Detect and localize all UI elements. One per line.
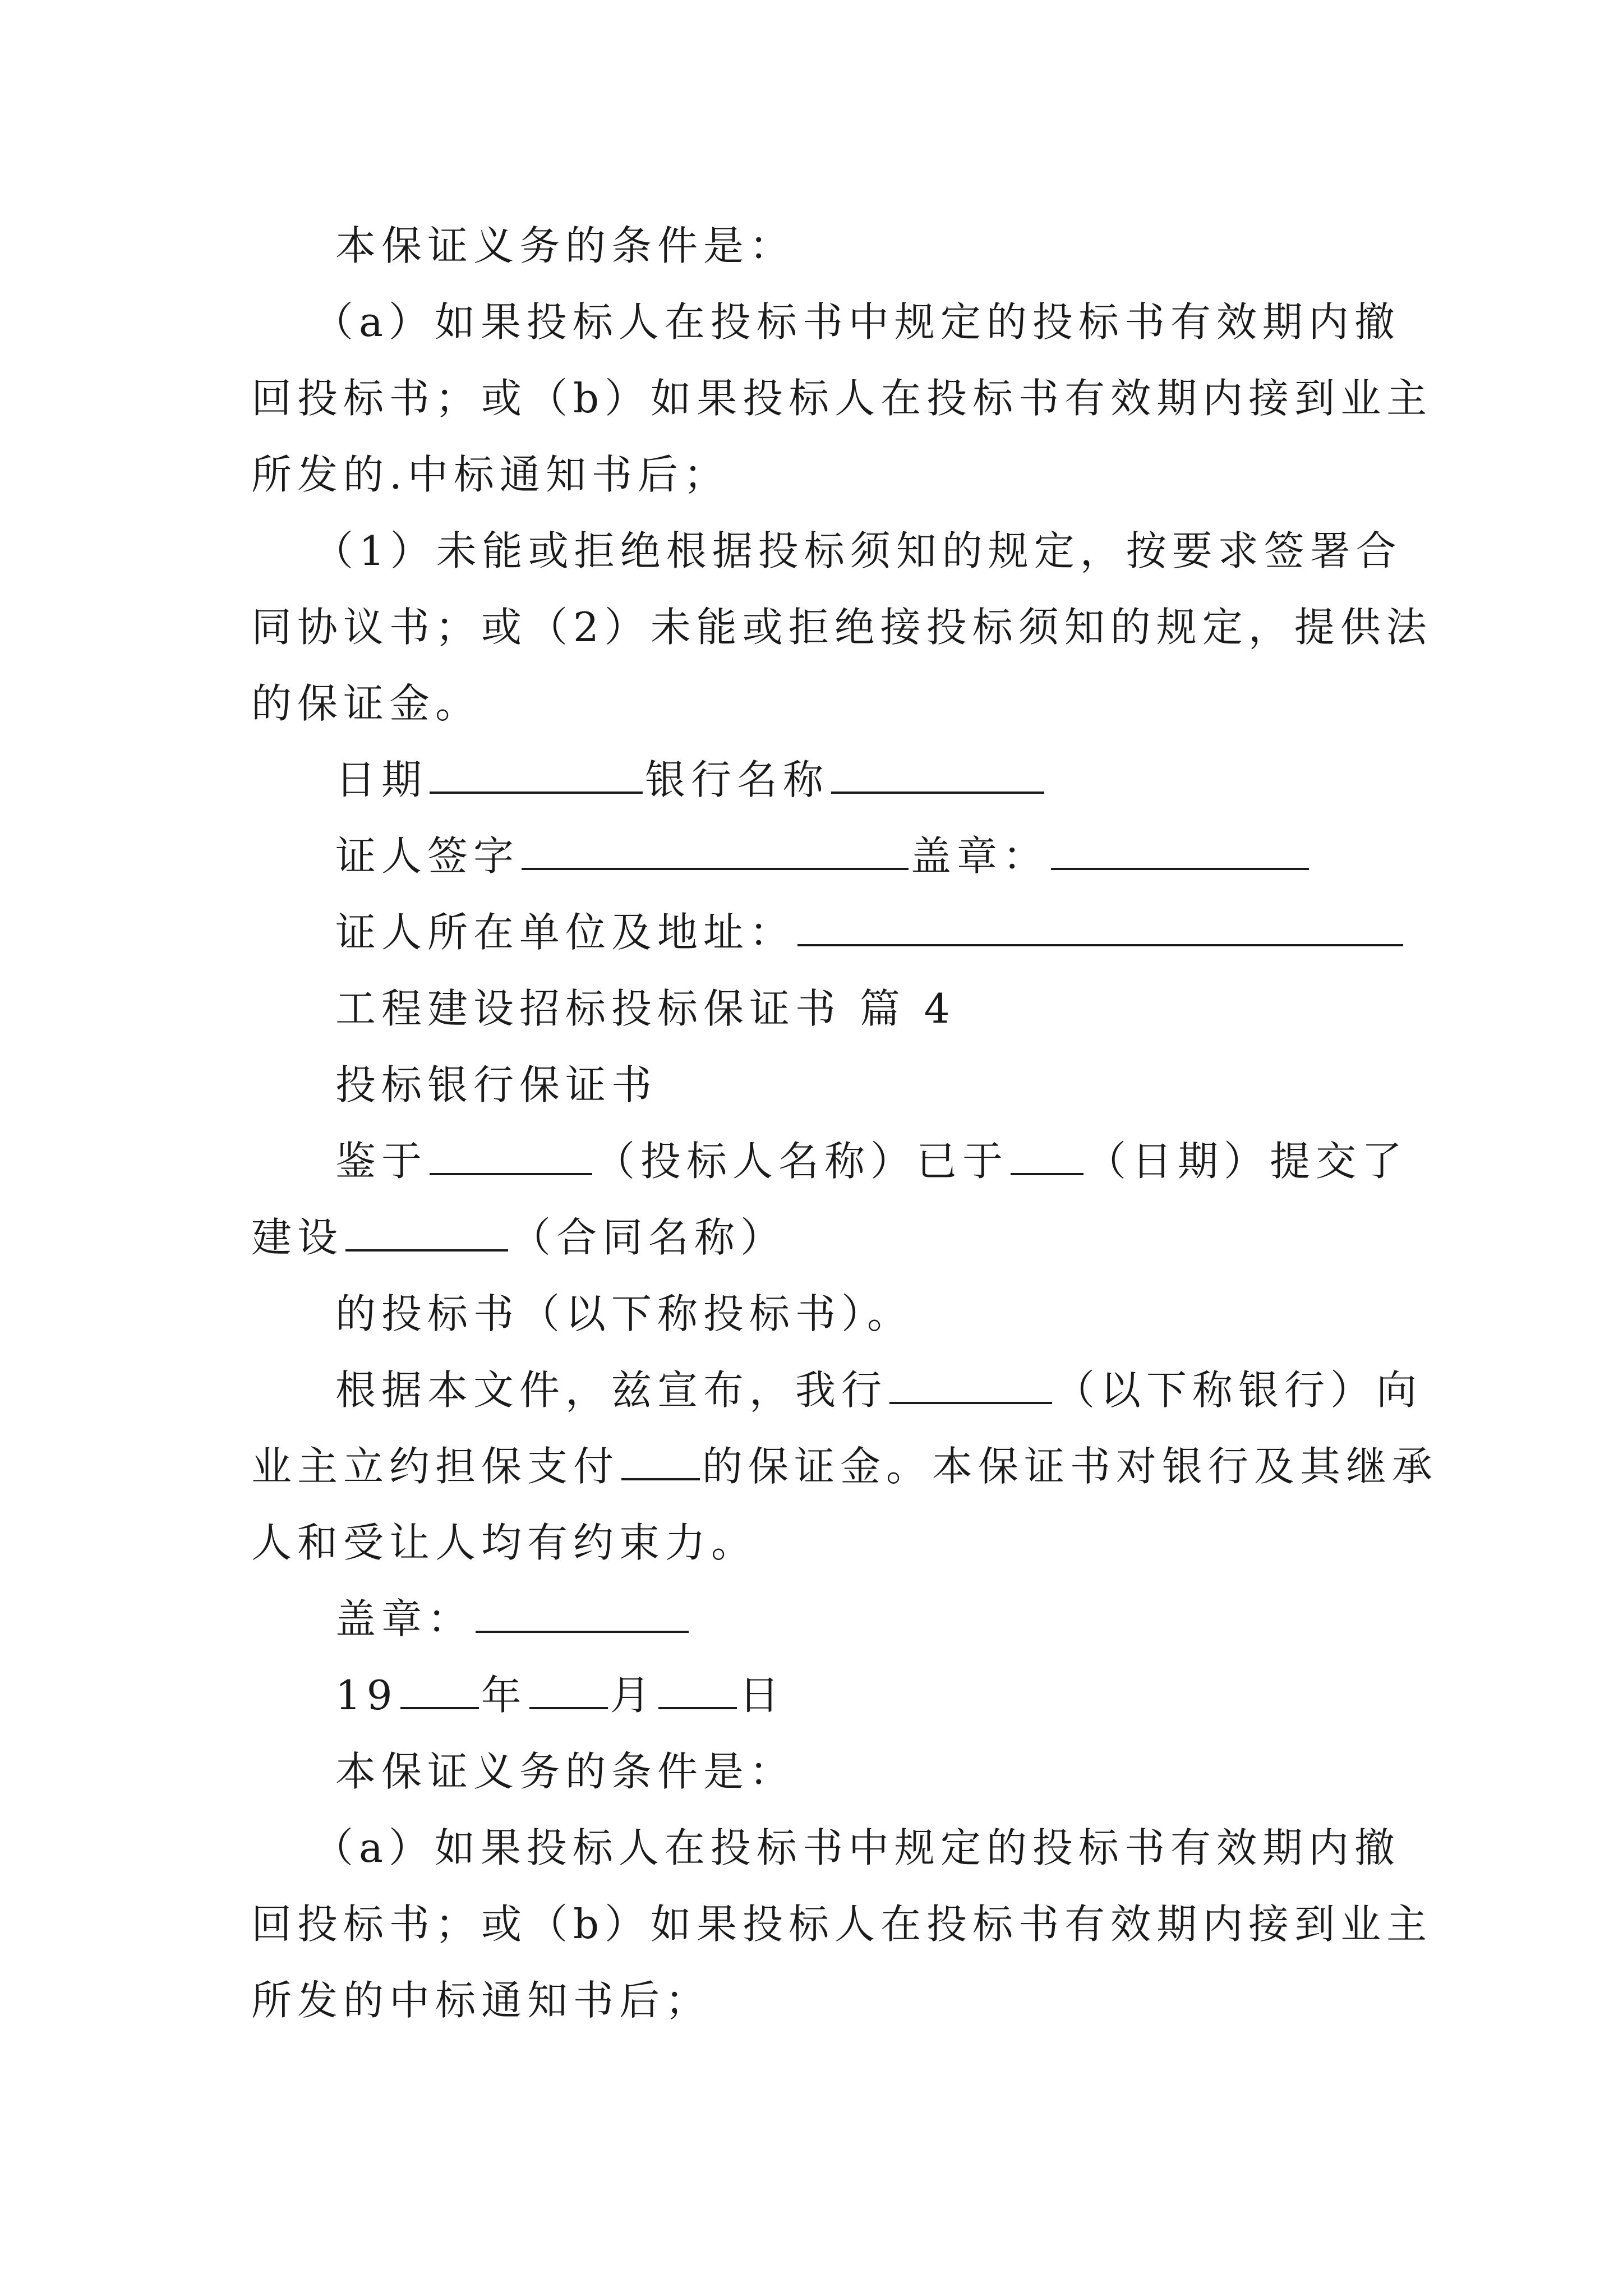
seal-blank[interactable]: [476, 1590, 689, 1633]
text-span: （合同名称）: [510, 1214, 787, 1261]
seal-line: [251, 1581, 1373, 1657]
bidder-name-blank[interactable]: [430, 1133, 592, 1175]
bank-name-blank[interactable]: [831, 751, 1044, 794]
text-span: 鉴于: [335, 1138, 428, 1185]
date-line: [251, 1657, 1373, 1733]
text-span: 所发的中标通知书后；: [251, 1977, 712, 2024]
year-label: 年: [481, 1672, 527, 1719]
text-span: 回投标书；或（b）如果投标人在投标书有效期内接到业主: [251, 1901, 1433, 1948]
witness-signature-blank[interactable]: [522, 827, 909, 870]
seal-label: 盖章：: [911, 832, 1049, 880]
text-span: 建设: [251, 1214, 344, 1261]
witness-address-blank[interactable]: [797, 904, 1403, 946]
text-span: （1）未能或拒绝根据投标须知的规定，按要求签署合: [313, 527, 1402, 574]
seal-blank[interactable]: [1051, 827, 1309, 870]
document-body: [251, 208, 1438, 2039]
paragraph-line: [251, 1352, 1423, 1428]
paragraph-line: [251, 1886, 1433, 1962]
paragraph-line: [251, 360, 1433, 436]
section-heading: [251, 970, 1373, 1047]
date-blank[interactable]: [430, 751, 643, 794]
text-span: 人和受让人均有约束力。: [251, 1519, 758, 1566]
witness-address-label: 证人所在单位及地址：: [335, 909, 796, 956]
paragraph-line: [251, 1123, 1408, 1199]
paragraph-line: [251, 436, 1373, 513]
subsection-title: 投标银行保证书: [335, 1061, 658, 1108]
witness-signature-line: [251, 818, 1373, 894]
section-title: 工程建设招标投标保证书 篇 4: [335, 985, 956, 1032]
text-span: 同协议书；或（2）未能或拒绝接投标须知的规定，提供法: [251, 604, 1432, 651]
date-label: 日期: [335, 756, 428, 803]
text-span: 的保证金。本保证书对银行及其继承: [702, 1443, 1438, 1490]
date-bank-line: [251, 742, 1373, 818]
text-span: （a）如果投标人在投标书中规定的投标书有效期内撤: [313, 298, 1400, 346]
paragraph-line: [251, 284, 1400, 360]
month-label: 月: [610, 1672, 656, 1719]
paragraph-line: [251, 1276, 1373, 1352]
subsection-heading: [251, 1047, 1373, 1123]
paragraph-line: [251, 1733, 1373, 1810]
paragraph-line: [251, 665, 1373, 742]
paragraph-line: [251, 208, 1373, 284]
bank-name-label: 银行名称: [645, 756, 829, 803]
year-prefix: 19: [335, 1672, 398, 1719]
text-span: 回投标书；或（b）如果投标人在投标书有效期内接到业主: [251, 375, 1433, 422]
day-blank[interactable]: [658, 1667, 737, 1709]
text-span: 业主立约担保支付: [251, 1443, 620, 1490]
bank-blank[interactable]: [889, 1361, 1052, 1404]
year-blank[interactable]: [400, 1667, 479, 1709]
paragraph-line: [251, 589, 1432, 665]
text-span: 本保证义务的条件是：: [335, 1748, 796, 1795]
amount-blank[interactable]: [621, 1438, 700, 1480]
paragraph-line: [251, 1504, 1373, 1581]
text-span: 本保证义务的条件是：: [335, 222, 796, 269]
text-span: （以下称银行）向: [1054, 1366, 1423, 1414]
text-span: 的投标书（以下称投标书）。: [335, 1290, 914, 1337]
day-label: 日: [739, 1672, 785, 1719]
witness-signature-label: 证人签字: [335, 832, 520, 880]
text-span: （日期）提交了: [1086, 1138, 1408, 1185]
submit-date-blank[interactable]: [1011, 1133, 1083, 1175]
text-span: 所发的.中标通知书后；: [251, 451, 730, 498]
paragraph-line: [251, 1810, 1400, 1886]
month-blank[interactable]: [529, 1667, 608, 1709]
witness-address-line: [251, 894, 1373, 970]
paragraph-line: [251, 513, 1402, 589]
paragraph-line: [251, 1199, 1373, 1276]
paragraph-line: [251, 1962, 1373, 2039]
contract-name-blank[interactable]: [345, 1209, 508, 1251]
text-span: 根据本文件，兹宣布，我行: [335, 1366, 888, 1414]
text-span: （a）如果投标人在投标书中规定的投标书有效期内撤: [313, 1824, 1400, 1871]
text-span: 的保证金。: [251, 680, 482, 727]
text-span: （投标人名称）已于: [594, 1138, 1009, 1185]
seal-label: 盖章：: [335, 1595, 474, 1642]
paragraph-line: [251, 1428, 1438, 1504]
